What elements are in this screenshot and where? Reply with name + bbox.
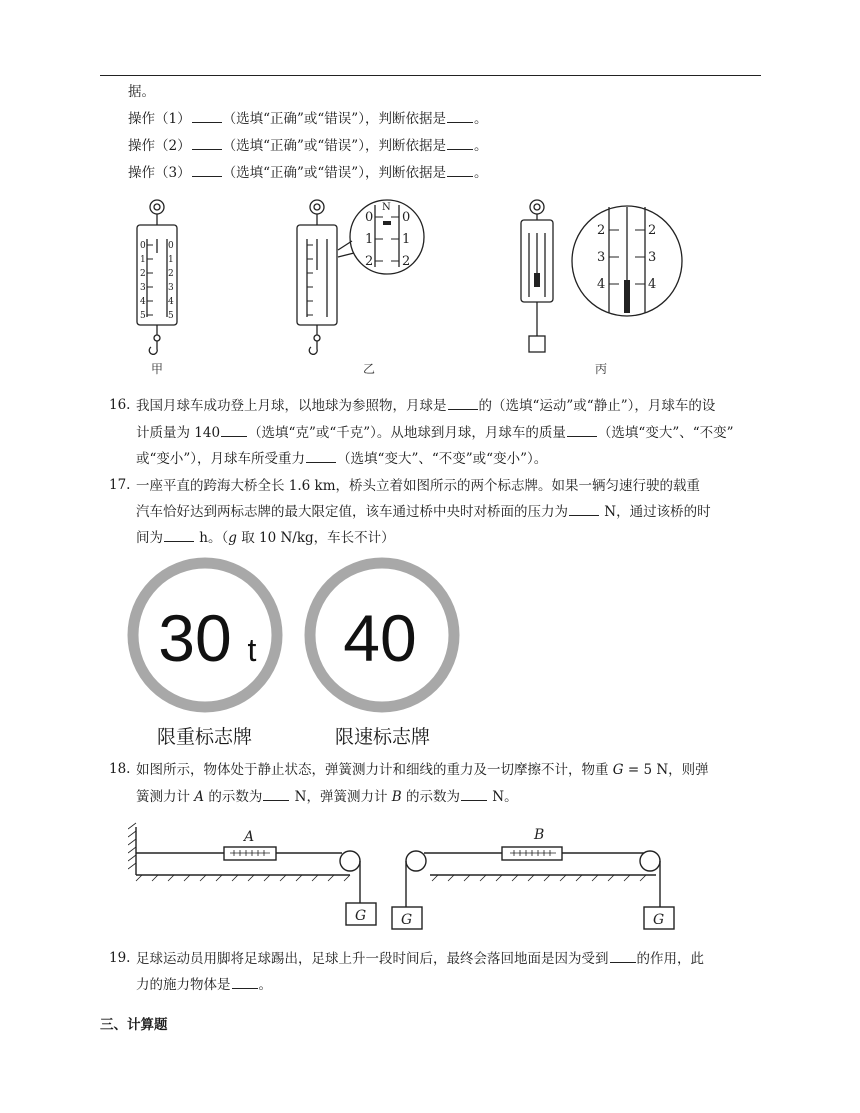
scale-mark: 0 [140, 241, 146, 251]
weight-label: G [401, 912, 413, 928]
question-number: 18. [109, 761, 131, 777]
zoom-mark: 1 [402, 232, 411, 247]
figure-label-bing: 丙 [595, 362, 608, 376]
answer-blank[interactable] [192, 137, 222, 150]
zoom-mark: 2 [365, 254, 374, 269]
answer-blank[interactable] [461, 788, 487, 801]
zoom-pointer-bing [624, 280, 630, 313]
q16-line-2: 计质量为 140 （选填“克”或“千克”）。从地球到月球，月球车的质量 （选填“变大”、“不变” [136, 425, 734, 441]
weight-limit-value: 30 [158, 601, 232, 675]
scale-mark: 2 [168, 269, 174, 279]
answer-blank[interactable] [447, 164, 473, 177]
operation-2: 操作（2） （选填“正确”或“错误”），判断依据是 。 [128, 138, 488, 154]
operation-3: 操作（3） （选填“正确”或“错误”），判断依据是 。 [128, 165, 488, 181]
answer-blank[interactable] [263, 788, 289, 801]
figure-label-yi: 乙 [363, 362, 376, 376]
spring-scale-pointer-yi [383, 221, 391, 225]
figure-label-jia: 甲 [151, 362, 164, 376]
speed-limit-value: 40 [343, 601, 417, 675]
zoom-mark: 3 [648, 250, 657, 265]
answer-blank[interactable] [164, 529, 194, 542]
answer-blank[interactable] [306, 450, 336, 463]
zoom-mark: 2 [597, 223, 606, 238]
operation-1: 操作（1） （选填“正确”或“错误”），判断依据是 。 [128, 111, 488, 127]
scale-mark: 0 [168, 241, 174, 251]
zoom-mark: 4 [648, 277, 657, 292]
answer-blank[interactable] [221, 424, 247, 437]
traffic-signs-figure [125, 555, 470, 715]
top-fragment: 据。 [128, 84, 155, 100]
q19-line-2: 力的施力物体是 。 [136, 977, 272, 993]
zoom-unit: N [382, 202, 391, 213]
question-number: 19. [109, 950, 131, 966]
answer-blank[interactable] [567, 424, 597, 437]
zoom-mark: 3 [597, 250, 606, 265]
section-heading: 三、计算题 [100, 1017, 168, 1033]
speed-sign-caption: 限速标志牌 [335, 726, 431, 748]
scale-mark: 1 [140, 255, 146, 265]
weight-label: G [653, 912, 665, 928]
answer-blank[interactable] [192, 164, 222, 177]
zoom-mark: 4 [597, 277, 606, 292]
scale-mark: 5 [140, 311, 146, 321]
weight-sign-caption: 限重标志牌 [157, 726, 253, 748]
q16-line-1: 我国月球车成功登上月球，以地球为参照物，月球是 的（选填“运动”或“静止”），月球车的设 [136, 398, 716, 414]
zoom-mark: 1 [365, 232, 374, 247]
answer-blank[interactable] [447, 137, 473, 150]
answer-blank[interactable] [610, 950, 636, 963]
answer-blank[interactable] [448, 397, 478, 410]
weight-limit-unit: t [247, 632, 257, 668]
q19-line-1: 足球运动员用脚将足球踢出，足球上升一段时间后，最终会落回地面是因为受到 的作用，此 [136, 951, 704, 967]
answer-blank[interactable] [232, 976, 258, 989]
question-number: 16. [109, 397, 131, 413]
scale-mark: 3 [168, 283, 174, 293]
zoom-mark: 2 [402, 254, 411, 269]
scale-mark: 4 [168, 297, 174, 307]
weight-label: G [355, 908, 367, 924]
zoom-mark: 0 [402, 210, 411, 225]
header-rule [100, 75, 761, 76]
q17-line-1: 一座平直的跨海大桥全长 1.6 km，桥头立着如图所示的两个标志牌。如果一辆匀速行驶的载重 [136, 478, 701, 494]
q16-line-3: 或“变小”），月球车所受重力 （选填“变大”、“不变”或“变小”）。 [136, 451, 548, 467]
pulley-figure [128, 815, 688, 937]
scale-mark: 3 [140, 283, 146, 293]
question-number: 17. [109, 477, 131, 493]
q17-line-2: 汽车恰好达到两标志牌的最大限定值，该车通过桥中央时对桥面的压力为 N，通过该桥的时 [136, 504, 711, 520]
scale-mark: 5 [168, 311, 174, 321]
answer-blank[interactable] [192, 110, 222, 123]
scale-mark: 4 [140, 297, 146, 307]
scale-mark: 1 [168, 255, 174, 265]
scale-label-b: B [534, 827, 545, 843]
spring-scale-figure [125, 195, 685, 380]
zoom-mark: 0 [365, 210, 374, 225]
scale-label-a: A [244, 829, 255, 845]
answer-blank[interactable] [447, 110, 473, 123]
spring-scale-pointer-bing [534, 273, 540, 287]
q18-line-1: 如图所示，物体处于静止状态，弹簧测力计和细线的重力及一切摩擦不计，物重 G = 5 N，则弹 [136, 762, 709, 778]
q17-line-3: 间为 h。（g 取 10 N/kg，车长不计） [136, 530, 395, 546]
zoom-mark: 2 [648, 223, 657, 238]
scale-mark: 2 [140, 269, 146, 279]
answer-blank[interactable] [569, 503, 599, 516]
q18-line-2: 簧测力计 A 的示数为 N，弹簧测力计 B 的示数为 N。 [136, 789, 518, 805]
